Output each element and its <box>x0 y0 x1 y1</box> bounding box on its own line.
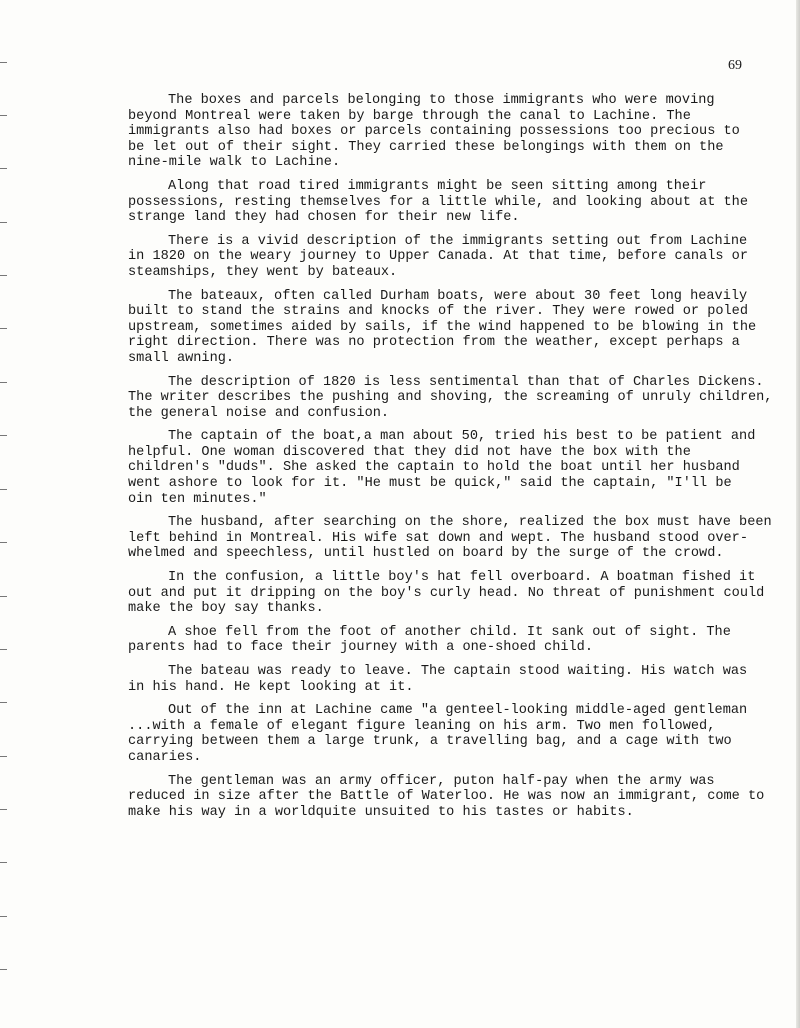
text-line: possessions, resting themselves for a little while, and looking about at the <box>128 194 748 210</box>
margin-tick <box>0 809 7 810</box>
text-line: strange land they had chosen for their new life. <box>128 210 520 226</box>
text-line: The boxes and parcels belonging to those immigrants who were moving <box>168 93 715 108</box>
paragraph <box>128 179 758 226</box>
text-line: canaries. <box>128 749 202 765</box>
margin-tick <box>0 596 7 597</box>
text-line: in 1820 on the weary journey to Upper Canada. At that time, before canals or <box>128 249 748 265</box>
text-line: The gentleman was an army officer, puton half-pay when the army was <box>168 773 715 789</box>
margin-tick <box>0 435 7 436</box>
margin-tick <box>0 328 7 329</box>
text-line: oin ten minutes." <box>128 491 267 507</box>
margin-tick <box>0 382 7 383</box>
text-line: A shoe fell from the foot of another child. It sank out of sight. The <box>168 624 731 640</box>
text-line: The bateaux, often called Durham boats, were about 30 feet long heavily <box>168 288 748 304</box>
paragraph <box>128 625 758 656</box>
margin-tick <box>0 275 7 276</box>
paragraph <box>128 429 758 507</box>
text-line: helpful. One woman discovered that they did not have the box with the <box>128 444 691 460</box>
text-line: Along that road tired immigrants might be seen sitting among their <box>168 178 707 194</box>
margin-tick <box>0 649 7 650</box>
paragraph <box>128 374 773 422</box>
paragraph <box>128 515 772 562</box>
text-line: be let out of their sight. They carried these belongings with them on the <box>128 139 724 155</box>
margin-tick <box>0 542 7 543</box>
text-line: The description of 1820 is less sentimental than that of Charles Dickens. <box>168 374 764 390</box>
margin-tick <box>0 862 7 863</box>
text-line: out and put it dripping on the boy's curly head. No threat of punishment could <box>128 585 765 601</box>
margin-tick <box>0 756 7 757</box>
text-line: right direction. There was no protection from the weather, except perhaps a <box>128 335 740 351</box>
text-line: nine-mile walk to Lachine. <box>128 155 341 171</box>
text-line: reduced in size after the Battle of Waterloo. He was now an immigrant, come to <box>128 789 765 805</box>
paragraph <box>128 664 758 695</box>
text-line: left behind in Montreal. His wife sat down and wept. The husband stood over- <box>128 530 748 546</box>
text-line: parents had to face their journey with a one-shoed child. <box>128 640 593 656</box>
text-line: The captain of the boat,a man about 50, tried his best to be patient and <box>168 429 756 445</box>
paragraph <box>128 773 765 821</box>
text-line: beyond Montreal were taken by barge through the canal to Lachine. The <box>128 108 691 124</box>
margin-tick <box>0 115 7 116</box>
page-number: 69 <box>728 58 742 73</box>
text-line: the general noise and confusion. <box>128 405 390 421</box>
margin-tick <box>0 222 7 223</box>
paragraph <box>128 234 758 281</box>
text-line: The bateau was ready to leave. The captain stood waiting. His watch was <box>168 664 748 679</box>
text-line: make the boy say thanks. <box>128 601 324 617</box>
text-line: children's "duds". She asked the captain to hold the boat until her husband <box>128 460 740 476</box>
text-line: built to stand the strains and knocks of the river. They were rowed or poled <box>128 304 748 320</box>
text-line: carrying between them a large trunk, a travelling bag, and a cage with two <box>128 734 732 750</box>
text-line: went ashore to look for it. "He must be quick," said the captain, "I'll be <box>128 476 732 492</box>
text-line: in his hand. He kept looking at it. <box>128 679 414 695</box>
margin-tick <box>0 62 7 63</box>
text-line: steamships, they went by bateaux. <box>128 264 398 280</box>
body-text <box>128 93 773 828</box>
text-line: ...with a female of elegant figure leaning on his arm. Two men followed, <box>128 718 716 734</box>
text-line: immigrants also had boxes or parcels containing possessions too precious to <box>128 124 740 140</box>
text-line: The husband, after searching on the shore, realized the box must have been <box>168 515 772 531</box>
margin-tick <box>0 168 7 169</box>
text-line: upstream, sometimes aided by sails, if the wind happened to be blowing in the <box>128 319 757 335</box>
margin-tick <box>0 969 7 970</box>
page-edge <box>796 0 800 1028</box>
text-line: Out of the inn at Lachine came "a genteel-looking middle-aged gentleman <box>168 703 748 719</box>
text-line: make his way in a worldquite unsuited to his tastes or habits. <box>128 804 634 820</box>
paragraph <box>128 289 758 367</box>
text-line: small awning. <box>128 350 235 366</box>
text-line: The writer describes the pushing and shoving, the screaming of unruly children, <box>128 390 773 406</box>
paragraph <box>128 570 765 617</box>
margin-tick <box>0 702 7 703</box>
text-line: In the confusion, a little boy's hat fell overboard. A boatman fished it <box>168 570 756 586</box>
paragraph <box>128 703 758 765</box>
margin-tick <box>0 489 7 490</box>
text-line: There is a vivid description of the immigrants setting out from Lachine <box>168 233 748 249</box>
margin-tick <box>0 916 7 917</box>
text-line: whelmed and speechless, until hustled on board by the surge of the crowd. <box>128 546 724 562</box>
paragraph <box>128 93 758 171</box>
